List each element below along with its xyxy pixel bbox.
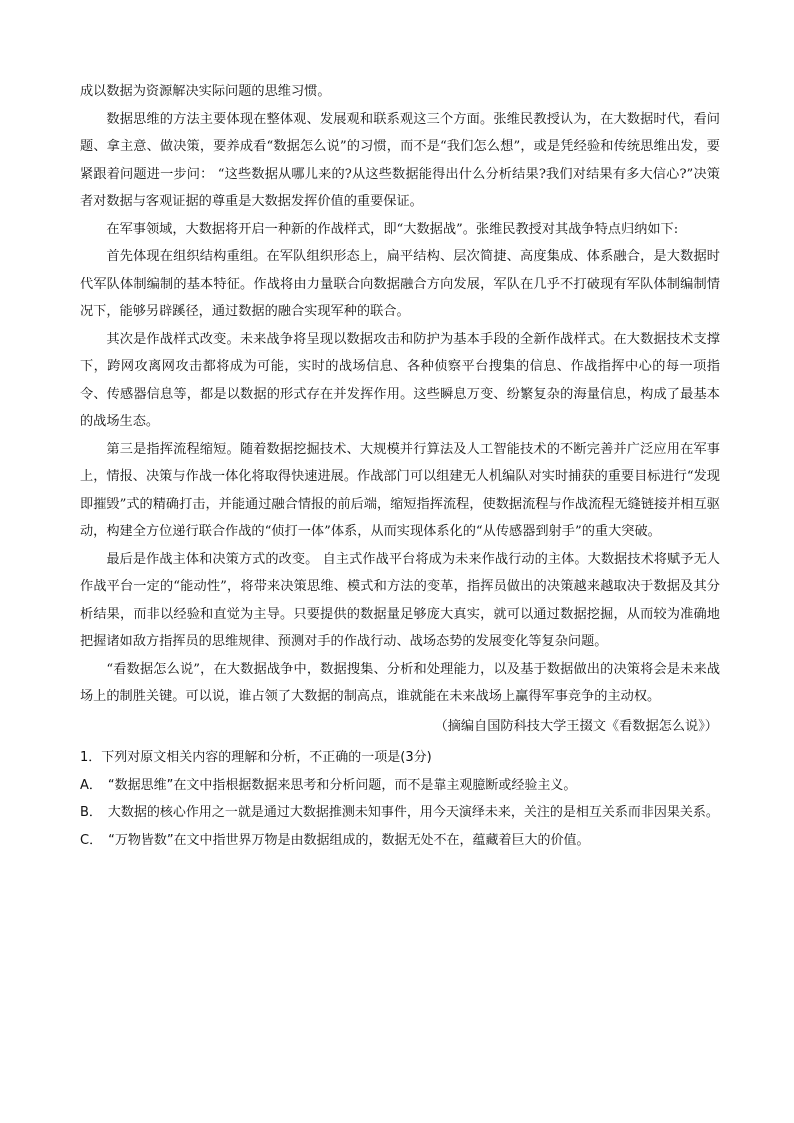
option-text: 大数据的核心作用之一就是通过大数据推测未知事件，用今天演绎未来，关注的是相互关系而非因果关系。 bbox=[107, 805, 719, 820]
article-paragraph: 成以数据为资源解决实际问题的思维习惯。 bbox=[80, 84, 331, 99]
option-text: “数据思维”在文中指根据数据来思考和分析问题，而不是靠主观臆断或经验主义。 bbox=[107, 777, 577, 793]
question-stem: 1．下列对原文相关内容的理解和分析，不正确的一项是(3分) bbox=[80, 750, 432, 765]
article-source: （摘编自国防科技大学王掇文《看数据怎么说》） bbox=[434, 718, 718, 734]
question-option-a bbox=[80, 772, 720, 800]
article-paragraph: “看数据怎么说”，在大数据战争中，数据搜集、分析和处理能力，以及基于数据做出的决策将会是未来战场上的制胜关键。可以说，谁占领了大数据的制高点，谁就能在未来战场上赢得军事竞争的主动权。 bbox=[80, 661, 720, 704]
option-letter: B． bbox=[80, 805, 102, 820]
option-text: “万物皆数”在文中指世界万物是由数据组成的，数据无处不在，蕴藏着巨大的价值。 bbox=[108, 832, 590, 848]
article-paragraph: 第三是指挥流程缩短。随着数据挖掘技术、大规模并行算法及人工智能技术的不断完善并广泛应用在军事上，情报、决策与作战一体化将取得快速进展。作战部门可以组建无人机编队对实时捕获的重要目标进行“发现即摧毁”式的精确打击，并能通过融合情报的前后端，缩短指挥流程，使数据流程与作战流程无缝链接并相互驱动，构建全方位递行联合作战的“侦打一体”体系，从而实现体系化的“从传感器到射手”的重大突破。 bbox=[80, 441, 720, 539]
article-body bbox=[80, 78, 720, 740]
article-paragraph: 数据思维的方法主要体现在整体观、发展观和联系观这三个方面。张维民教授认为，在大数据时代，看问题、拿主意、做决策，要养成看“数据怎么说”的习惯，而不是“我们怎么想”，或是凭经验和传统思维出发，要紧跟着问题进一步问： “这些数据从哪儿来的?从这些数据能得出什么分析结果?我们对结果有多大信心?”决策者对数据与客观证据的尊重是大数据发挥价值的重要保证。 bbox=[80, 111, 720, 209]
option-letter: A． bbox=[80, 777, 102, 793]
question-option-c bbox=[80, 827, 720, 855]
article-paragraph: 首先体现在组织结构重组。在军队组织形态上，扁平结构、层次简捷、高度集成、体系融合，是大数据时代军队体制编制的基本特征。作战将由力量联合向数据融合方向发展，军队在几乎不打破现有军队体制编制情况下，能够另辟蹊径，通过数据的融合实现军种的联合。 bbox=[80, 249, 720, 319]
question-block bbox=[80, 744, 720, 854]
article-paragraph: 其次是作战样式改变。未来战争将呈现以数据攻击和防护为基本手段的全新作战样式。在大数据技术支撑下，跨网攻离网攻击都将成为可能，实时的战场信息、各种侦察平台搜集的信息、作战指挥中心的每一项指令、传感器信息等，都是以数据的形式存在并发挥作用。这些瞬息万变、纷繁复杂的海量信息，构成了最基本的战场生态。 bbox=[80, 331, 720, 429]
question-option-b bbox=[80, 799, 720, 827]
document-page bbox=[80, 78, 720, 854]
option-letter: C． bbox=[80, 832, 103, 848]
article-paragraph: 在军事领域，大数据将开启一种新的作战样式，即“大数据战”。张维民教授对其战争特点归纳如下: bbox=[106, 221, 679, 237]
article-paragraph: 最后是作战主体和决策方式的改变。 自主式作战平台将成为未来作战行动的主体。大数据技术将赋予无人作战平台一定的“能动性”，将带来决策思维、模式和方法的变革，指挥员做出的决策越来越取决于数据及其分析结果，而非以经验和直觉为主导。只要提供的数据量足够庞大真实，就可以通过数据挖掘，从而较为准确地把握诸如敌方指挥员的思维规律、预测对手的作战行动、战场态势的发展变化等复杂问题。 bbox=[80, 551, 720, 649]
